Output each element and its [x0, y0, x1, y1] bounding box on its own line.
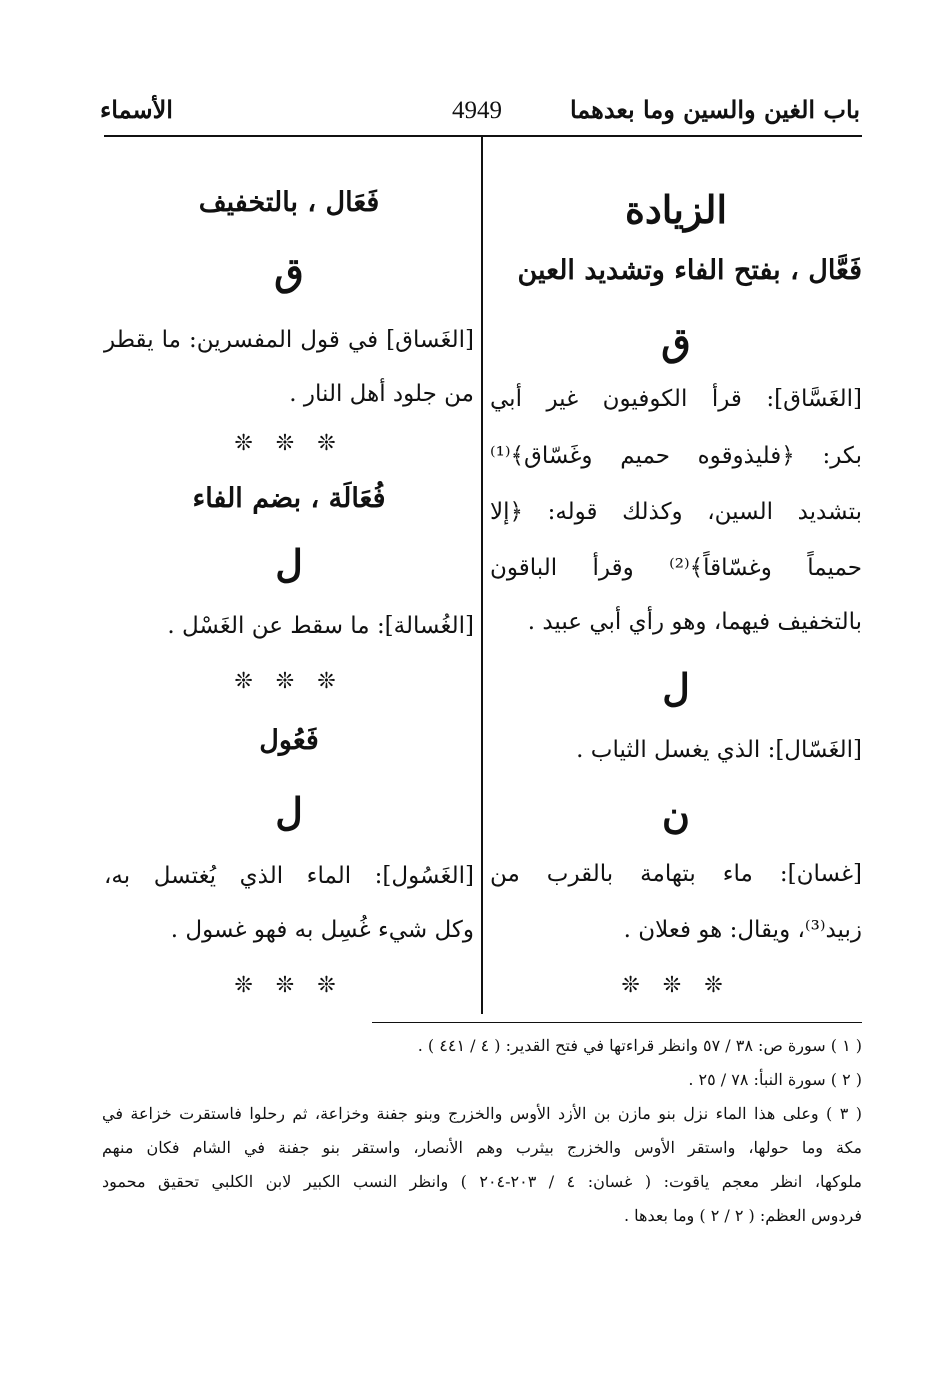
entry-line: من جلود أهل النار .	[289, 381, 474, 407]
letter-heading: ن	[662, 792, 690, 837]
footnote-3-line: ملوكها، انظر معجم ياقوت: ( غسان: ٤ / ٢٠٣-٢٠٤ ) وانظر النسب الكبير لابن الكلبي تحقيق محمود	[102, 1172, 862, 1191]
entry-line: [الغَسّال]: الذي يغسل الثياب .	[576, 737, 862, 763]
entry-line: [الغَساق] في قول المفسرين: ما يقطر	[104, 327, 474, 353]
footnote-3-line: مكة وما حولها، واستقر الأوس والخزرج بيثرب وهم الأنصار، واستقر بنو جفنة في الشام فكان منهم	[102, 1138, 862, 1157]
column-divider	[481, 137, 483, 1014]
entry-line: وكل شيء غُسِل به فهو غسول .	[170, 917, 474, 943]
heading-ziyada: الزيادة	[624, 187, 728, 232]
pattern-heading: فَعَّال ، بفتح الفاء وتشديد العين	[517, 255, 862, 286]
entry-line: [غسان]: ماء بتهامة بالقرب من	[490, 861, 862, 887]
pattern-heading: فَعُول	[259, 725, 319, 756]
entry-line: بكر: ﴿فليذوقوه حميم وغَسّاق﴾⁽¹⁾	[490, 443, 862, 469]
page-header	[100, 95, 860, 135]
footnote-3-line: فردوس العظم: ( ٢ / ٢ ) وما بعدها .	[623, 1206, 862, 1225]
footnote-3-line: ( ٣ ) وعلى هذا الماء نزل بنو مازن بن الأزد الأوس والخزرج وبنو جفنة وخزاعة، ثم رحلوا فاستقرت خزاعة في	[102, 1104, 863, 1123]
header-rule	[104, 135, 862, 137]
separator-stars: ❊ ❊ ❊	[234, 973, 344, 998]
letter-heading: ل	[275, 789, 303, 834]
pattern-heading: فُعَالَة ، بضم الفاء	[192, 483, 386, 514]
footnote-2: ( ٢ ) سورة النبأ: ٧٨ / ٢٥ .	[688, 1070, 862, 1089]
pattern-heading: فَعَال ، بالتخفيف	[198, 187, 380, 218]
entry-line: [الغَسَّاق]: قرأ الكوفيون غير أبي	[490, 386, 862, 412]
section-name: الأسماء	[100, 95, 173, 124]
entry-line: حميماً وغسّاقاً﴾⁽²⁾ وقرأ الباقون	[490, 555, 862, 581]
entry-line: بالتخفيف فيهما، وهو رأي أبي عبيد .	[527, 609, 862, 635]
footnote-rule	[372, 1022, 862, 1023]
letter-heading: ق	[274, 249, 304, 294]
separator-stars: ❊ ❊ ❊	[621, 973, 731, 998]
entry-line: بتشديد السين، وكذلك قوله: ﴿إلا	[490, 499, 862, 525]
page-number: 4949	[452, 97, 502, 124]
entry-line: [الغَسُول]: الماء الذي يُغتسل به،	[104, 863, 474, 889]
footnote-1: ( ١ ) سورة ص: ٣٨ / ٥٧ وانظر قراءتها في فتح القدير: ( ٤ / ٤٤١ ) .	[417, 1036, 862, 1055]
separator-stars: ❊ ❊ ❊	[234, 431, 344, 456]
entry-line: زبيد⁽³⁾، ويقال: هو فعلان .	[623, 917, 862, 943]
chapter-title: باب الغين والسين وما بعدهما	[569, 95, 860, 124]
letter-heading: ق	[661, 319, 691, 364]
separator-stars: ❊ ❊ ❊	[234, 669, 344, 694]
letter-heading: ل	[662, 665, 690, 710]
entry-line: [الغُسالة]: ما سقط عن الغَسْل .	[167, 613, 474, 639]
letter-heading: ل	[275, 541, 303, 586]
